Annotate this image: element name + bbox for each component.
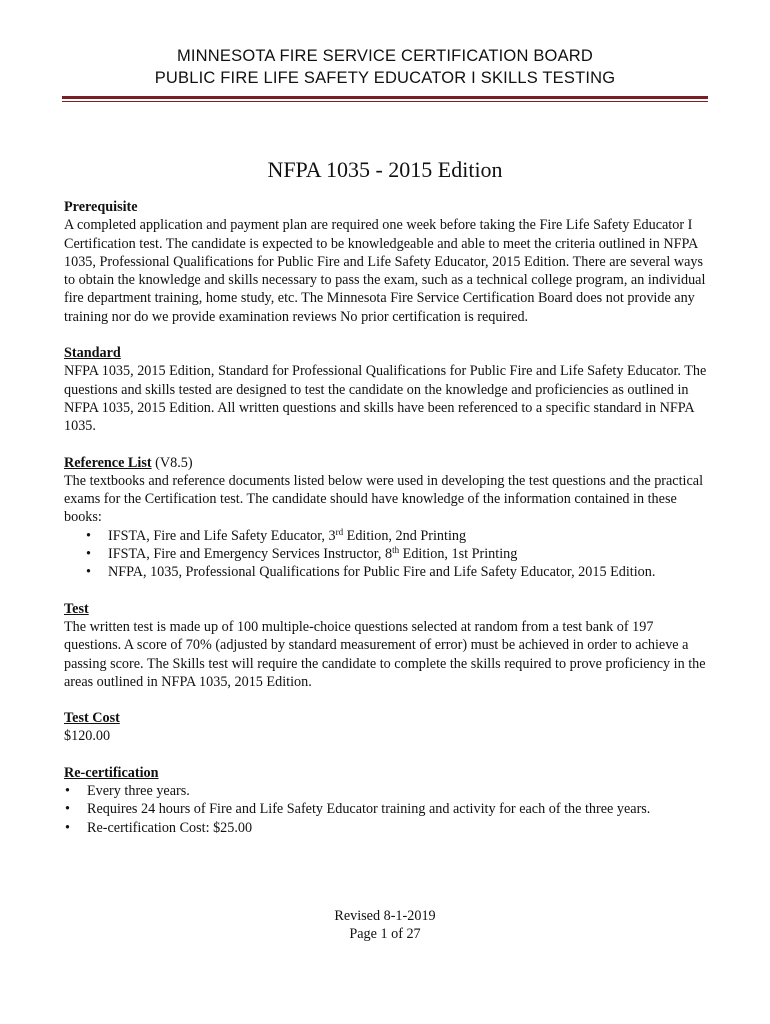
test-cost-heading: Test Cost	[64, 710, 120, 727]
bullet-icon: •	[86, 564, 91, 581]
header-line-2: PUBLIC FIRE LIFE SAFETY EDUCATOR I SKILLS TESTING	[154, 69, 616, 87]
test-cost-value: $120.00	[64, 728, 111, 745]
reference-item: • IFSTA, Fire and Emergency Services Instructor, 8th Edition, 1st Printing	[86, 545, 518, 563]
recertification-list	[64, 782, 714, 837]
bullet-icon: •	[86, 527, 91, 544]
bullet-icon: •	[65, 819, 70, 836]
document-body	[64, 198, 714, 855]
reference-section	[64, 454, 714, 582]
reference-heading-line	[64, 454, 714, 472]
test-heading: Test	[64, 600, 89, 617]
header-line-1: MINNESOTA FIRE SERVICE CERTIFICATION BOARD	[176, 47, 594, 65]
bullet-icon: •	[86, 546, 91, 563]
standard-heading: Standard	[64, 345, 121, 362]
reference-item: • NFPA, 1035, Professional Qualifications for Public Fire and Life Safety Educator, 2015 Edition.	[86, 564, 656, 581]
bullet-icon: •	[65, 801, 70, 818]
page-footer	[0, 907, 770, 944]
reference-item: • IFSTA, Fire and Life Safety Educator, 3rd Edition, 2nd Printing	[86, 526, 467, 544]
test-cost-section	[64, 709, 714, 746]
standard-section	[64, 344, 714, 435]
recertification-item: • Every three years.	[65, 783, 190, 800]
revised-date: Revised 8-1-2019	[334, 908, 436, 924]
reference-list	[64, 527, 714, 582]
recertification-item: • Re-certification Cost: $25.00	[65, 819, 253, 836]
prerequisite-section	[64, 198, 714, 326]
page-number: Page 1 of 27	[349, 926, 421, 943]
prerequisite-heading: Prerequisite	[64, 199, 138, 215]
reference-heading: Reference List	[64, 454, 152, 471]
recertification-item: • Requires 24 hours of Fire and Life Safety Educator training and activity for each of the three years.	[65, 801, 651, 818]
reference-version: (V8.5)	[155, 454, 193, 471]
document-header	[0, 45, 770, 89]
edition-title: NFPA 1035 - 2015 Edition	[267, 157, 503, 182]
prerequisite-text: A completed application and payment plan are required one week before taking the Fire Life Safety Educator I Certification test. The candidate is expected to be knowledgeable and able to meet the criteria outlined in NFPA 1035, Professional Qualifications for Public Fire and Life Safety Educator, 2015 Edition. There are several ways to obtain the knowledge and skills necessary to pass the exam, such as a technical college program, an individual fire department training, home study, etc. The Minnesota Fire Service Certification Board does not provide any training nor do we provide examination reviews No prior certification is required.	[64, 217, 706, 325]
header-rule-thin	[62, 101, 708, 102]
recertification-section	[64, 764, 714, 837]
header-rule-thick	[62, 96, 708, 99]
test-section	[64, 600, 714, 691]
reference-text: The textbooks and reference documents listed below were used in developing the test questions and the practical exams for the Certification test. The candidate should have knowledge of the information contained in these books:	[64, 472, 704, 526]
recertification-heading: Re-certification	[64, 764, 159, 781]
standard-text: NFPA 1035, 2015 Edition, Standard for Professional Qualifications for Public Fire and Life Safety Educator. The questions and skills tested are designed to test the candidate on the knowledge and proficiencies as outlined in NFPA 1035, 2015 Edition. All written questions and skills have been referenced to a specific standard in NFPA 1035.	[64, 363, 707, 435]
bullet-icon: •	[65, 783, 70, 800]
test-text: The written test is made up of 100 multiple-choice questions selected at random from a test bank of 197 questions. A score of 70% (adjusted by standard measurement of error) must be achieved in order to achieve a passing score. The Skills test will require the candidate to complete the skills required to prove proficiency in the areas outlined in NFPA 1035, 2015 Edition.	[64, 618, 706, 690]
